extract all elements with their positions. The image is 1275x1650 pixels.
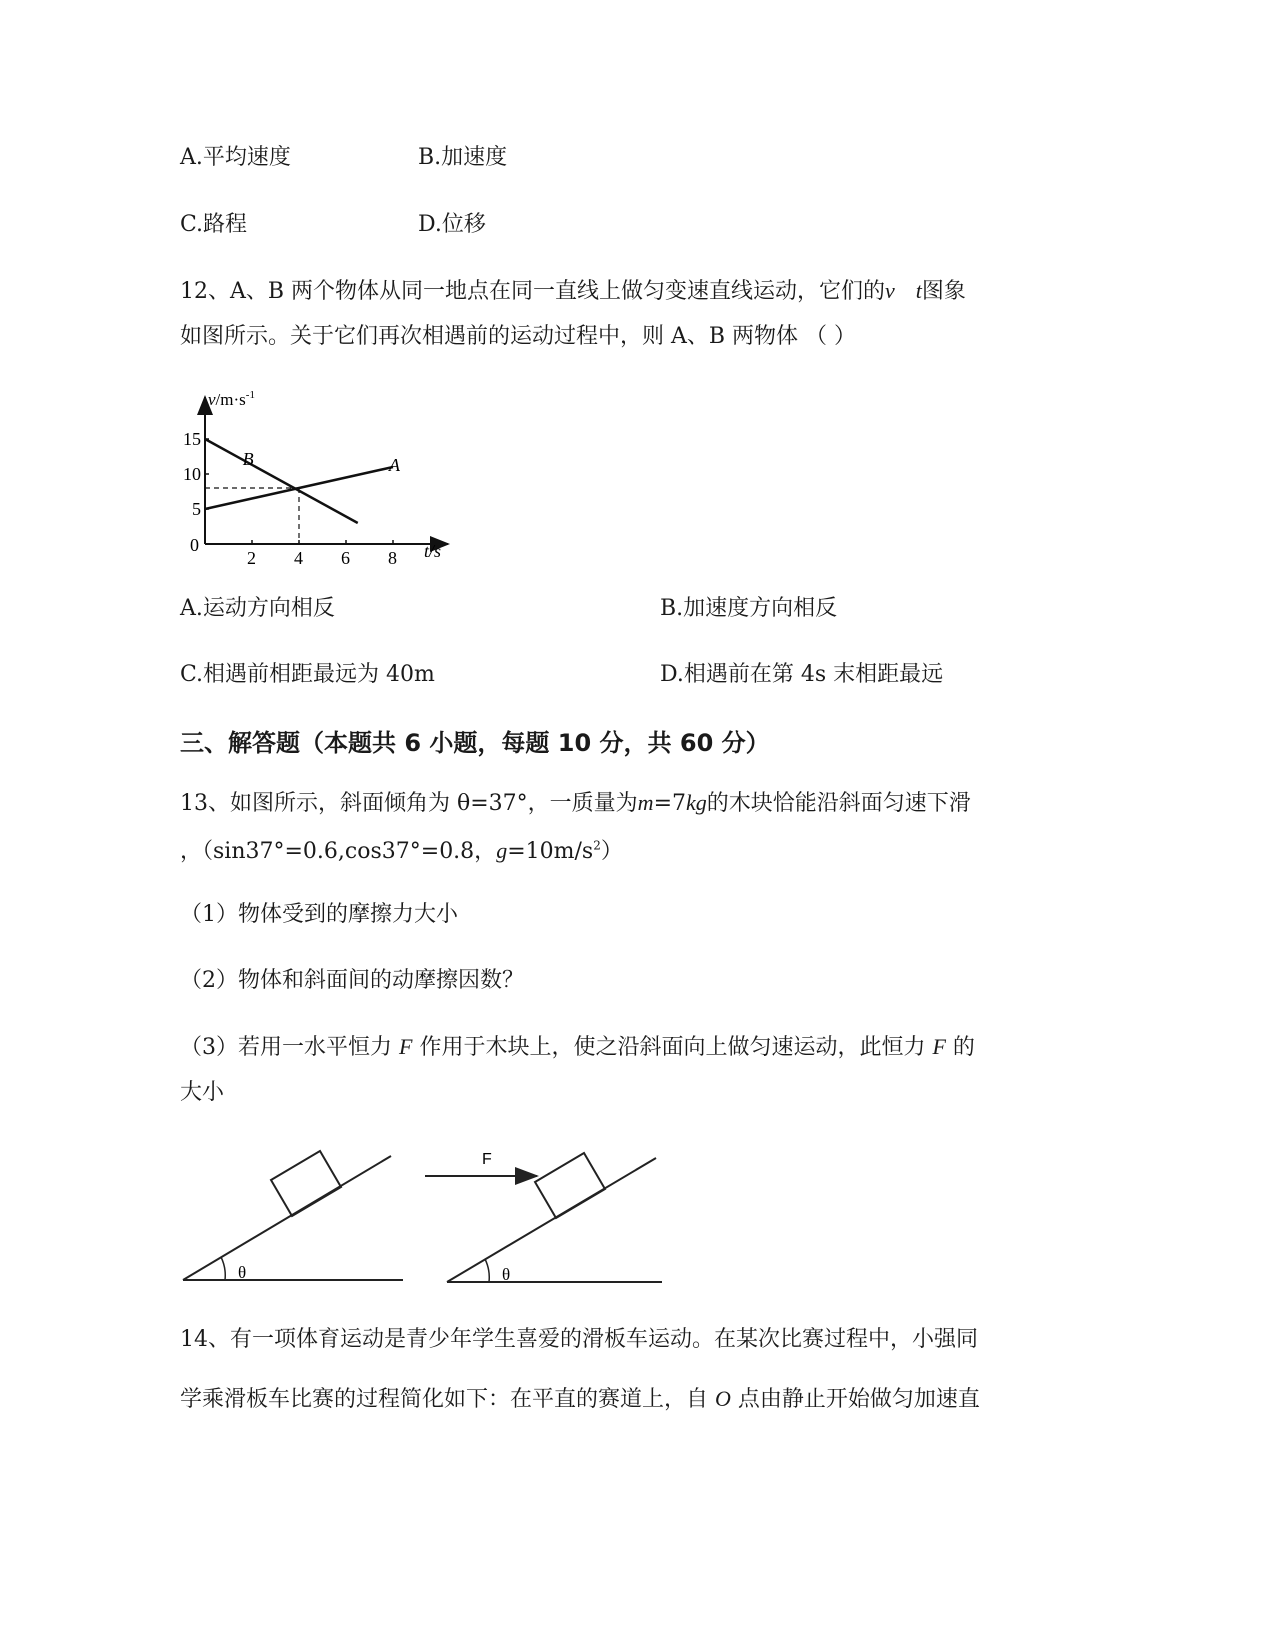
- q12-stem-text-end: 图象: [921, 279, 966, 304]
- q13-g-exponent: 2: [593, 838, 601, 853]
- origin-label: 0: [190, 535, 199, 555]
- q12-t-symbol: t: [915, 278, 922, 303]
- incline-right: [425, 1151, 662, 1284]
- q14-stem-line1: 14、有一项体育运动是青少年学生喜爱的滑板车运动。在某次比赛过程中，小强同: [180, 1327, 978, 1352]
- force-label: F: [482, 1151, 492, 1168]
- q13-trig-values: ，（sin37°=0.6,cos37°=0.8，: [180, 839, 497, 864]
- q13-close-paren: ）: [600, 839, 623, 864]
- q12-option-c: C.相遇前相距最远为 40m: [180, 662, 435, 687]
- q12-v-symbol: v: [885, 278, 895, 303]
- incline-left: [183, 1151, 403, 1282]
- q12-stem-text: 12、A、B 两个物体从同一地点在同一直线上做匀变速直线运动，它们的: [180, 279, 886, 304]
- x-tick-label-8: 8: [388, 548, 397, 568]
- y-tick-label-5: 5: [192, 499, 201, 519]
- q11-option-a: A.平均速度: [180, 145, 291, 170]
- series-label-B: B: [242, 448, 254, 469]
- q14-O-symbol: O: [715, 1386, 731, 1411]
- slope-line-left: [183, 1156, 391, 1280]
- q13-m-symbol: m: [637, 790, 654, 815]
- q14-stem-text-end: 点由静止开始做匀加速直: [737, 1387, 980, 1412]
- q13-kg-unit: kg: [686, 790, 707, 815]
- q12-stem-line1: [180, 276, 966, 307]
- q12-option-b: B.加速度方向相反: [660, 596, 838, 621]
- intersection-guides: [205, 488, 299, 544]
- q13-sub3-text: （3）若用一水平恒力: [180, 1035, 392, 1060]
- q13-sub3-text-mid: 作用于木块上，使之沿斜面向上做匀速运动，此恒力: [419, 1035, 926, 1060]
- q13-sub3-text-end: 的: [952, 1035, 975, 1060]
- q13-sub3-line2: 大小: [180, 1080, 225, 1105]
- y-axis-label: $v/m\cdot s^{-1}$: [208, 389, 255, 409]
- theta-label-right: θ: [502, 1265, 511, 1284]
- q13-sub1: （1）物体受到的摩擦力大小: [180, 902, 458, 927]
- q13-stem-line2: [180, 836, 623, 867]
- section-heading: 三、解答题（本题共 6 小题，每题 10 分，共 60 分）: [180, 729, 770, 757]
- q13-F-symbol-2: F: [932, 1034, 946, 1059]
- q12-stem-line2: 如图所示。关于它们再次相遇前的运动过程中，则 A、B 两物体 （ ）: [180, 324, 857, 349]
- q12-option-d: D.相遇前在第 4s 末相距最远: [660, 662, 944, 687]
- q13-stem-line1: [180, 788, 971, 819]
- angle-arc-right: [485, 1259, 489, 1282]
- x-tick-label-6: 6: [341, 548, 350, 568]
- x-axis-label: t/s: [424, 541, 442, 561]
- vt-chart: [180, 385, 470, 575]
- q11-option-c: C.路程: [180, 212, 248, 237]
- q13-F-symbol-1: F: [399, 1034, 413, 1059]
- q11-option-b: B.加速度: [418, 145, 508, 170]
- angle-arc-left: [221, 1257, 225, 1280]
- q13-stem-text-end: 的木块恰能沿斜面匀速下滑: [706, 791, 971, 816]
- q13-g-value: =10m/s: [507, 839, 594, 864]
- q11-option-d: D.位移: [418, 212, 486, 237]
- q12-option-a: A.运动方向相反: [180, 596, 335, 621]
- series-group: [205, 439, 401, 523]
- q14-stem-text: 学乘滑板车比赛的过程简化如下：在平直的赛道上，自: [180, 1387, 709, 1412]
- q13-stem-text: 13、如图所示，斜面倾角为 θ=37°，一质量为: [180, 791, 638, 816]
- x-tick-label-2: 2: [247, 548, 256, 568]
- q14-stem-line2: [180, 1384, 980, 1415]
- series-label-A: A: [389, 455, 400, 475]
- q13-g-symbol: g: [496, 838, 508, 863]
- incline-figures: [175, 1140, 675, 1290]
- y-tick-label-10: 10: [183, 464, 201, 484]
- q13-sub3-line1: [180, 1032, 975, 1063]
- q13-mass-value: =7: [653, 791, 686, 816]
- theta-label-left: θ: [238, 1263, 247, 1282]
- x-tick-label-4: 4: [294, 548, 303, 568]
- q13-sub2: （2）物体和斜面间的动摩擦因数？: [180, 968, 524, 993]
- y-tick-label-15: 15: [183, 429, 201, 449]
